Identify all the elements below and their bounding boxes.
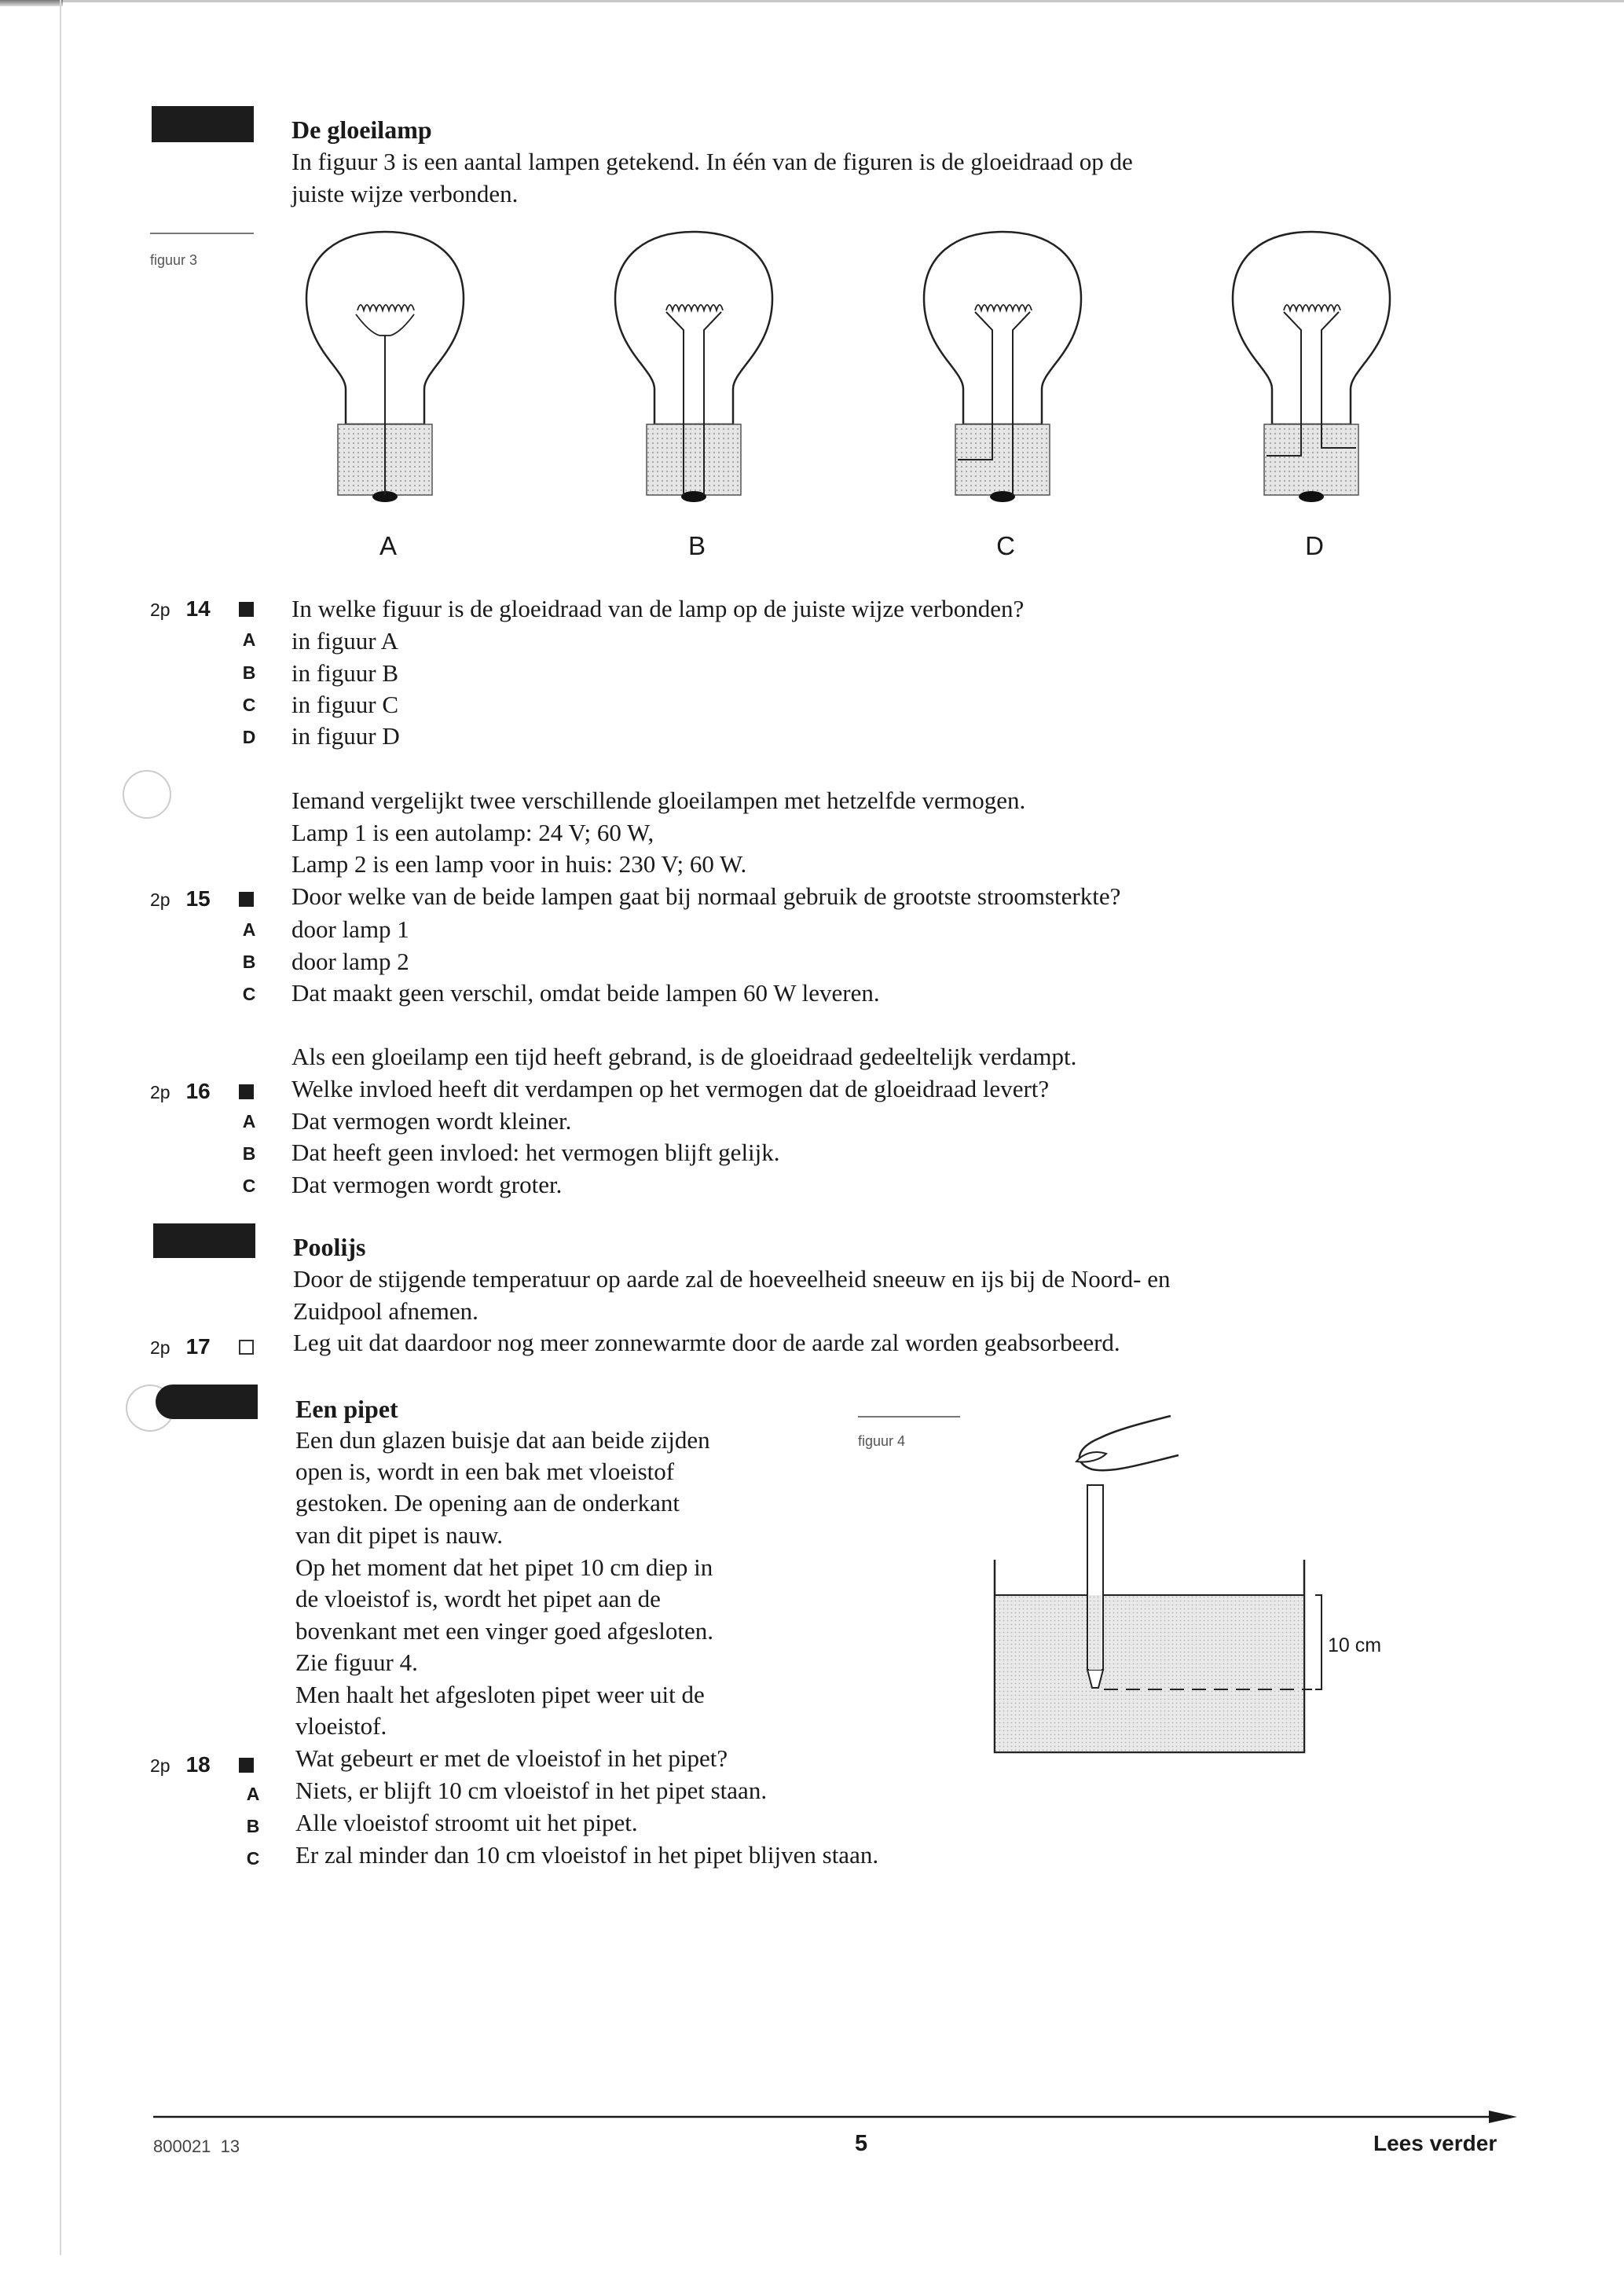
- figure-4-caption: figuur 4: [858, 1433, 906, 1449]
- option-text: in figuur D: [291, 722, 400, 750]
- question-15-text: Door welke van de beide lampen gaat bij normaal gebruik de grootste stroomsterkte?: [291, 882, 1121, 910]
- lamp-label-b: B: [687, 531, 706, 560]
- punch-hole-mark: [123, 770, 171, 819]
- footer-code: 800021 13: [153, 2136, 240, 2156]
- caption-rule: [858, 1416, 960, 1418]
- page-number: 5: [855, 2131, 868, 2156]
- points-label: 2p: [150, 1337, 170, 1358]
- intro-line: vloeistof.: [295, 1712, 387, 1740]
- option-letter: C: [242, 984, 256, 1004]
- figure-4-pipette: [982, 1407, 1422, 1768]
- option-letter: C: [242, 695, 256, 715]
- option-letter: B: [242, 1143, 256, 1164]
- option-letter: A: [242, 629, 256, 650]
- intro-line: Een dun glazen buisje dat aan beide zijden: [295, 1426, 710, 1454]
- question-number: 16: [185, 1079, 211, 1103]
- question-number: 17: [185, 1334, 211, 1359]
- context-line: Lamp 2 is een lamp voor in huis: 230 V; 60 W.: [291, 850, 747, 878]
- option-letter: C: [242, 1176, 256, 1196]
- figure-3-caption: figuur 3: [150, 252, 198, 268]
- question-marker-filled: [239, 892, 254, 907]
- option-text: door lamp 2: [291, 948, 409, 975]
- intro-line: Door de stijgende temperatuur op aarde zal de hoeveelheid sneeuw en ijs bij de Noord- en: [293, 1265, 1171, 1293]
- option-text: Alle vloeistof stroomt uit het pipet.: [295, 1809, 638, 1836]
- question-number: 15: [185, 886, 211, 911]
- footer-arrow-rule: [153, 2107, 1520, 2126]
- intro-line: juiste wijze verbonden.: [291, 180, 519, 207]
- continue-label: Lees verder: [1373, 2131, 1498, 2155]
- intro-line: In figuur 3 is een aantal lampen getekend. In één van de figuren is de gloeidraad op de: [291, 148, 1133, 175]
- intro-line: gestoken. De opening aan de onderkant: [295, 1489, 680, 1517]
- intro-line: van dit pipet is nauw.: [295, 1521, 504, 1549]
- question-marker-filled: [239, 602, 254, 617]
- section-title-gloeilamp: De gloeilamp: [291, 116, 432, 144]
- section-marker-bar: [153, 1223, 255, 1258]
- question-17-number: [150, 1334, 211, 1359]
- option-text: Er zal minder dan 10 cm vloeistof in het pipet blijven staan.: [295, 1841, 879, 1869]
- lamp-d: [1233, 232, 1390, 502]
- caption-rule: [150, 233, 254, 234]
- lamp-c: [924, 232, 1081, 502]
- option-text: Dat vermogen wordt groter.: [291, 1171, 563, 1198]
- section-marker-bar: [156, 1385, 258, 1419]
- lamp-label-d: D: [1305, 531, 1324, 560]
- context-line: Als een gloeilamp een tijd heeft gebrand, is de gloeidraad gedeeltelijk verdampt.: [291, 1043, 1077, 1070]
- section-marker-bar: [152, 106, 254, 142]
- question-marker-filled: [239, 1758, 254, 1773]
- option-text: door lamp 1: [291, 915, 409, 943]
- intro-line: Zie figuur 4.: [295, 1649, 418, 1676]
- option-letter: C: [246, 1848, 260, 1869]
- option-letter: B: [242, 952, 256, 972]
- question-number: 14: [185, 596, 211, 621]
- question-marker-filled: [239, 1084, 254, 1099]
- option-letter: B: [246, 1816, 260, 1836]
- points-label: 2p: [150, 889, 170, 910]
- question-marker-open: [239, 1340, 254, 1355]
- option-letter: D: [242, 727, 256, 747]
- question-16-number: [150, 1079, 211, 1104]
- question-18-text: Wat gebeurt er met de vloeistof in het pipet?: [295, 1744, 728, 1772]
- option-text: Niets, er blijft 10 cm vloeistof in het pipet staan.: [295, 1777, 768, 1804]
- intro-line: open is, wordt in een bak met vloeistof: [295, 1458, 675, 1485]
- lamp-label-c: C: [996, 531, 1015, 560]
- points-label: 2p: [150, 1082, 170, 1102]
- figure-3-lamps: [283, 224, 1422, 523]
- question-18-number: [150, 1752, 211, 1777]
- question-17-text: Leg uit dat daardoor nog meer zonnewarmte door de aarde zal worden geabsorbeerd.: [293, 1329, 1120, 1356]
- option-text: Dat heeft geen invloed: het vermogen blijft gelijk.: [291, 1139, 780, 1166]
- question-15-number: [150, 886, 211, 911]
- context-line: Lamp 1 is een autolamp: 24 V; 60 W,: [291, 819, 654, 846]
- scan-corner-mark: [0, 0, 63, 6]
- points-label: 2p: [150, 1755, 170, 1776]
- question-14-number: [150, 596, 211, 622]
- option-letter: A: [242, 919, 256, 940]
- option-letter: B: [242, 662, 256, 683]
- question-16-text: Welke invloed heeft dit verdampen op het vermogen dat de gloeidraad levert?: [291, 1075, 1050, 1102]
- option-letter: A: [242, 1111, 256, 1131]
- intro-line: bovenkant met een vinger goed afgesloten.: [295, 1617, 713, 1645]
- question-14-text: In welke figuur is de gloeidraad van de lamp op de juiste wijze verbonden?: [291, 595, 1025, 622]
- option-letter: A: [246, 1784, 260, 1804]
- section-title-pipet: Een pipet: [295, 1395, 398, 1423]
- intro-line: Men haalt het afgesloten pipet weer uit de: [295, 1681, 705, 1708]
- option-text: in figuur C: [291, 691, 399, 718]
- option-text: Dat vermogen wordt kleiner.: [291, 1107, 572, 1135]
- page-left-edge: [60, 0, 61, 2255]
- context-line: Iemand vergelijkt twee verschillende gloeilampen met hetzelfde vermogen.: [291, 787, 1026, 814]
- intro-line: Zuidpool afnemen.: [293, 1297, 478, 1325]
- lamp-a: [306, 232, 464, 502]
- depth-label: 10 cm: [1328, 1634, 1382, 1656]
- lamp-label-a: A: [379, 531, 397, 560]
- intro-line: Op het moment dat het pipet 10 cm diep in: [295, 1553, 713, 1581]
- option-text: Dat maakt geen verschil, omdat beide lampen 60 W leveren.: [291, 979, 880, 1007]
- points-label: 2p: [150, 600, 170, 620]
- lamp-b: [615, 232, 772, 502]
- question-number: 18: [185, 1752, 211, 1777]
- page-top-edge: [0, 0, 1624, 2]
- option-text: in figuur A: [291, 627, 399, 655]
- intro-line: de vloeistof is, wordt het pipet aan de: [295, 1585, 661, 1612]
- option-text: in figuur B: [291, 659, 399, 687]
- section-title-poolijs: Poolijs: [293, 1233, 366, 1261]
